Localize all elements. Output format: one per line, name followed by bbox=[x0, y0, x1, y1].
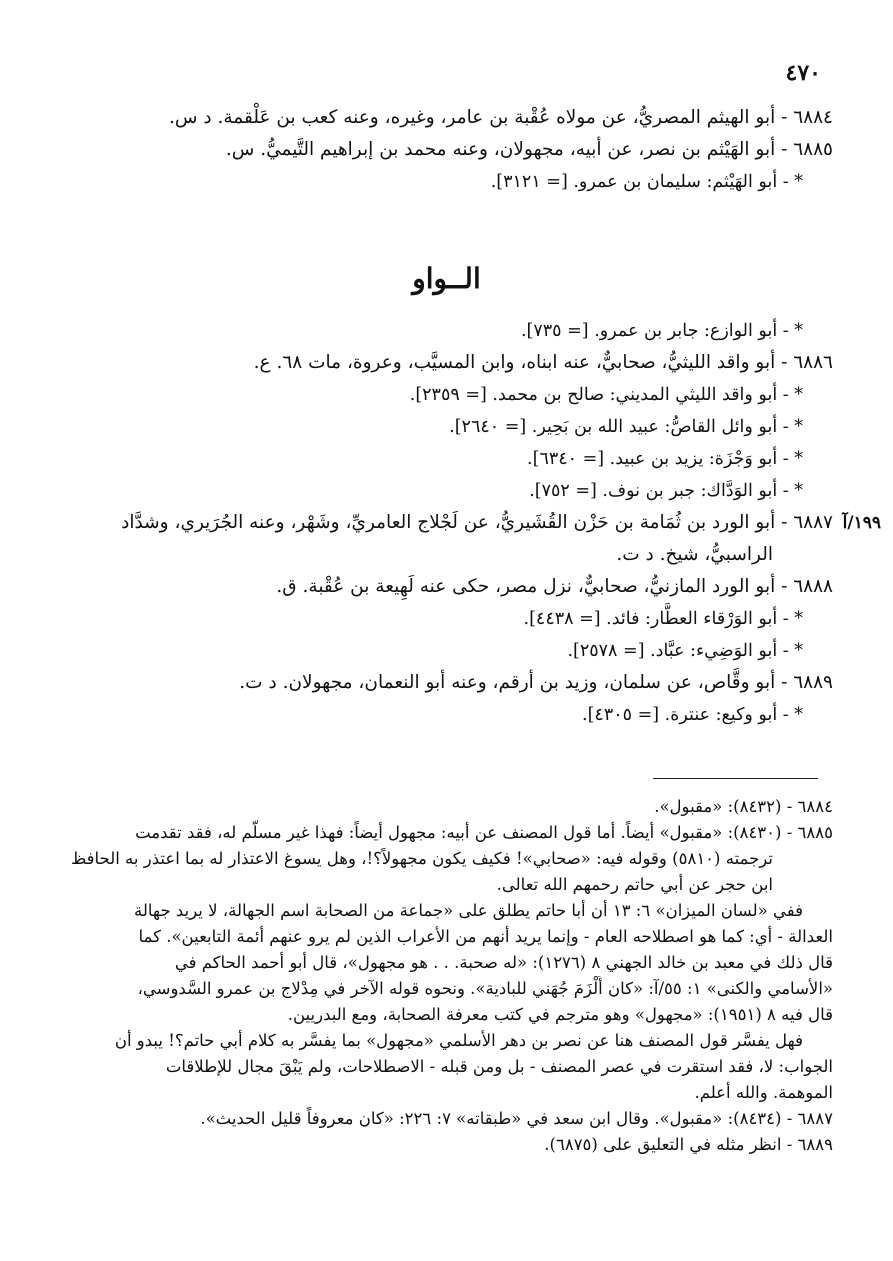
footnote-line: قال فيه ٨ (١٩٥١): «مجهول» وهو مترجم في كتب معرفة الصحابة، ومع البدريين. bbox=[287, 1005, 833, 1024]
entry-line: * - أبو وكيع: عنترة. [= ٤٣٠٥]. bbox=[582, 705, 803, 725]
entries-lower bbox=[53, 315, 833, 731]
margin-note: ١٩٩/آ bbox=[842, 513, 881, 533]
footnote-line: فهل يفسَّر قول المصنف هنا عن نصر بن دهر الأسلمي «مجهول» بما يفسَّر به كلام أبي حاتم؟! يبدو أن bbox=[114, 1031, 803, 1050]
entry-line: * - أبو الوازع: جابر بن عمرو. [= ٧٣٥]. bbox=[520, 321, 803, 341]
entry-line: * - أبو الوَضِيء: عبَّاد. [= ٢٥٧٨]. bbox=[567, 641, 803, 661]
entry-line: ٦٨٨٥ - أبو الهَيْثم بن نصر، عن أبيه، مجهولان، وعنه محمد بن إبراهيم التَّيميُّ. س. bbox=[225, 139, 833, 160]
footnote-line: العدالة - أي: كما هو اصطلاحه العام - وإنما يريد أنهم من الأعراب الذين لم يرو عنهم أئمة التابعين». كما bbox=[138, 927, 833, 946]
entry-line: * - أبو وائل القاصُّ: عبيد الله بن بَحِير. [= ٢٦٤٠]. bbox=[449, 417, 803, 437]
entry-line: * - أبو الهَيْثم: سليمان بن عمرو. [= ٣١٢١]. bbox=[490, 172, 803, 192]
footnote-line: ابن حجر عن أبي حاتم رحمهم الله تعالى. bbox=[496, 875, 773, 894]
entry-line: * - أبو الوَرْقاء العطَّار: فائد. [= ٤٤٣٨]. bbox=[523, 609, 803, 629]
footnote-line: ٦٨٨٧ - (٨٤٣٤): «مقبول». وقال ابن سعد في «طبقاته» ٧: ٢٢٦: «كان معروفاً قليل الحديث». bbox=[200, 1109, 833, 1128]
footnote-line: ٦٨٨٤ - (٨٤٣٢): «مقبول». bbox=[654, 797, 833, 816]
footnote-line: قال ذلك في معبد بن خالد الجهني ٨ (١٢٧٦): «له صحبة. . . هو مجهول»، قال أبو أحمد الحاكم في bbox=[174, 953, 833, 972]
entry-line: ٦٨٨٤ - أبو الهيثم المصريُّ، عن مولاه عُقْبة بن عامر، وغيره، وعنه كعب بن عَلْقمة. د س. bbox=[169, 107, 833, 128]
footnote-line: ففي «لسان الميزان» ٦: ١٣ أن أبا حاتم يطلق على «جماعة من الصحابة اسم الجهالة، لا يريد جهالة bbox=[133, 901, 803, 920]
entry-line: * - أبو الوَدَّاك: جبر بن نوف. [= ٧٥٢]. bbox=[529, 481, 803, 501]
entry-line: ٦٨٨٦ - أبو واقد الليثيُّ، صحابيٌّ، عنه ابناه، وابن المسيَّب، وعروة، مات ٦٨. ع. bbox=[253, 352, 833, 373]
entry-line: ٦٨٨٧ - أبو الورد بن ثُمَامة بن حَزْن القُشَيريُّ، عن لَجْلاج العامريِّ، وشَهْر، وعنه الجُرَيري، وشدَّاد bbox=[121, 512, 833, 533]
entry-line: ٦٨٨٨ - أبو الورد المازنيُّ، صحابيٌّ، نزل مصر، حكى عنه لَهِيعة بن عُقْبة. ق. bbox=[276, 576, 833, 597]
section-heading: الــواو bbox=[412, 262, 481, 295]
entries-upper bbox=[53, 102, 833, 198]
footnote-line: «الأسامي والكنى» ١: ٥٥/آ: «كان أَلْزَمَ جُهَني للبادية». ونحوه قوله الآخر في مِدْلاج بن عمرو السَّدوسي، bbox=[137, 979, 833, 998]
footnote-rule bbox=[653, 778, 818, 779]
entry-line: * - أبو واقد الليثي المديني: صالح بن محمد. [= ٢٣٥٩]. bbox=[409, 385, 803, 405]
footnote-line: ٦٨٨٥ - (٨٤٣٠): «مقبول» أيضاً. أما قول المصنف عن أبيه: مجهول أيضاً: فهذا غير مسلَّم له، فقد تقدمت bbox=[135, 823, 833, 842]
entry-line: الراسبيُّ، شيخ. د ت. bbox=[616, 544, 773, 565]
entry-line: * - أبو وَجْزَة: يزيد بن عبيد. [= ٦٣٤٠]. bbox=[527, 449, 803, 469]
page-number: ٤٧٠ bbox=[785, 60, 821, 86]
footnote-line: ٦٨٨٩ - انظر مثله في التعليق على (٦٨٧٥). bbox=[544, 1135, 833, 1154]
footnote-line: الموهمة. والله أعلم. bbox=[694, 1083, 833, 1102]
footnote-line: الجواب: لا، فقد استقرت في عصر المصنف - بل ومن قبله - الاصطلاحات، ولم يَبْقَ مجال للإطلاقات bbox=[165, 1057, 833, 1076]
entry-line: ٦٨٨٩ - أبو وقَّاص، عن سلمان، وزيد بن أرقم، وعنه أبو النعمان، مجهولان. د ت. bbox=[239, 672, 833, 693]
footnote-line: ترجمته (٥٨١٠) وقوله فيه: «صحابي»! فكيف يكون مجهولاً؟!، وهل يسوغ الاعتذار له بما اعتذر به الحافظ bbox=[70, 849, 773, 868]
footnotes bbox=[43, 794, 833, 1158]
